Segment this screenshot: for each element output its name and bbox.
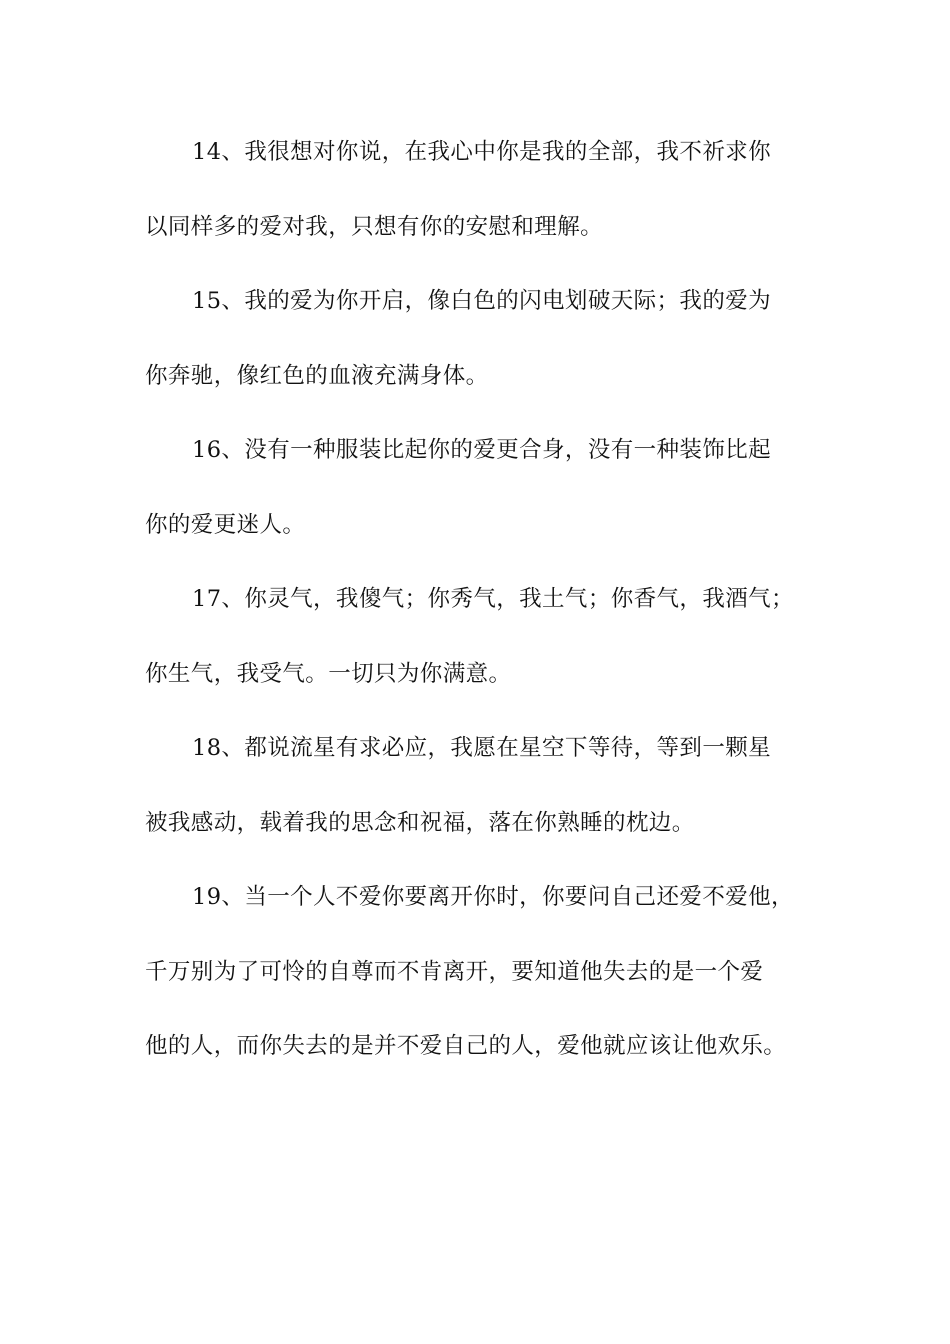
paragraph-19 bbox=[145, 871, 825, 1095]
paragraph-line: 千万别为了可怜的自尊而不肯离开，要知道他失去的是一个爱 bbox=[145, 958, 764, 985]
paragraph-line: 14、我很想对你说，在我心中你是我的全部，我不祈求你 bbox=[192, 139, 772, 165]
paragraph-line: 你生气，我受气。一切只为你满意。 bbox=[145, 660, 512, 687]
paragraph-16 bbox=[145, 424, 825, 573]
document-body bbox=[145, 126, 825, 1095]
paragraph-line: 16、没有一种服装比起你的爱更合身，没有一种装饰比起 bbox=[192, 437, 772, 463]
paragraph-15 bbox=[145, 275, 825, 424]
paragraph-line: 17、你灵气，我傻气；你秀气，我土气；你香气，我酒气； bbox=[192, 586, 794, 612]
paragraph-line: 他的人，而你失去的是并不爱自己的人，爱他就应该让他欢乐。 bbox=[145, 1033, 787, 1059]
paragraph-line: 18、都说流星有求必应，我愿在星空下等待，等到一颗星 bbox=[192, 735, 772, 761]
paragraph-line: 以同样多的爱对我，只想有你的安慰和理解。 bbox=[145, 213, 604, 240]
paragraph-line: 你的爱更迷人。 bbox=[145, 511, 306, 538]
paragraph-17 bbox=[145, 573, 825, 722]
paragraph-line: 被我感动，载着我的思念和祝福，落在你熟睡的枕边。 bbox=[145, 809, 695, 836]
paragraph-line: 19、当一个人不爱你要离开你时，你要问自己还爱不爱他， bbox=[192, 884, 794, 910]
paragraph-18 bbox=[145, 722, 825, 871]
paragraph-14 bbox=[145, 126, 825, 275]
paragraph-line: 你奔驰，像红色的血液充满身体。 bbox=[145, 362, 489, 389]
paragraph-line: 15、我的爱为你开启，像白色的闪电划破天际；我的爱为 bbox=[192, 288, 772, 314]
